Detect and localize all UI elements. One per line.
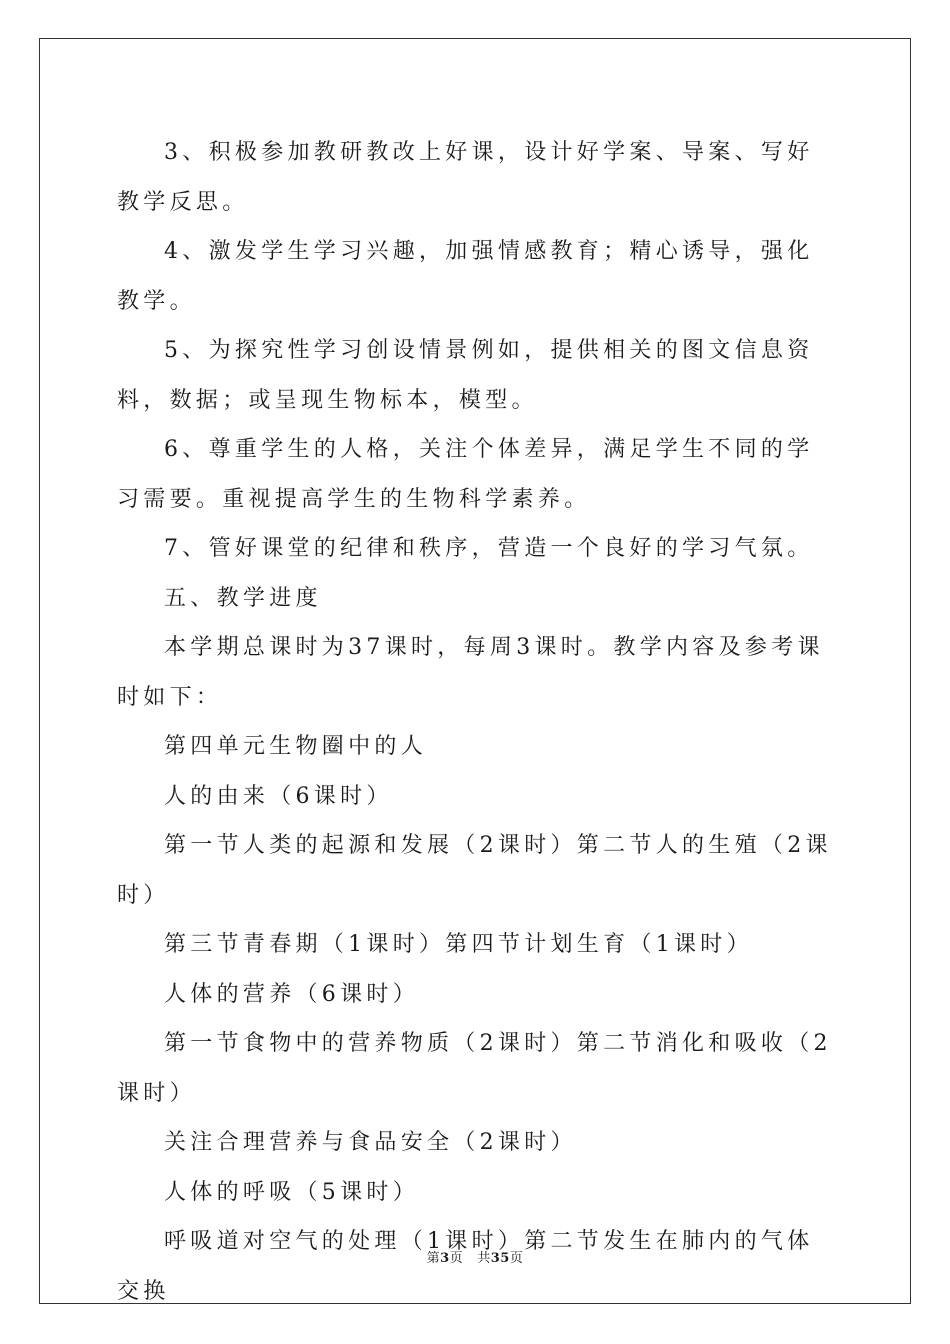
section-line: 呼吸道对空气的处理（1课时）第二节发生在肺内的气体交换 (117, 1229, 814, 1304)
section-line: 第一节人类的起源和发展（2课时）第二节人的生殖（2课时） (117, 833, 832, 908)
chapter-title: 人体的营养（6课时） (164, 981, 419, 1007)
page-prefix: 第 (426, 1251, 441, 1266)
paragraph-item-4: 4、激发学生学习兴趣，加强情感教育；精心诱导，强化教学。 (117, 239, 814, 314)
section-line: 第三节青春期（1课时）第四节计划生育（1课时） (164, 932, 753, 957)
document-body (117, 128, 835, 1316)
section-heading: 五、教学进度 (164, 585, 322, 611)
page-number: 3 (440, 1251, 450, 1266)
chapter-title: 人体的呼吸（5课时） (164, 1179, 419, 1205)
page-suffix: 页 (449, 1251, 464, 1266)
section-line: 关注合理营养与食品安全（2课时） (164, 1130, 577, 1155)
paragraph-item-6: 6、尊重学生的人格，关注个体差异，满足学生不同的学习需要。重视提高学生的生物科学素养。 (117, 437, 814, 512)
section-line: 第一节食物中的营养物质（2课时）第二节消化和吸收（2课时） (117, 1031, 832, 1106)
total-suffix: 页 (509, 1251, 524, 1266)
paragraph-item-3: 3、积极参加教研教改上好课，设计好学案、导案、写好教学反思。 (117, 140, 814, 215)
paragraph-item-5: 5、为探究性学习创设情景例如，提供相关的图文信息资料，数据；或呈现生物标本，模型。 (117, 338, 814, 413)
total-pages: 35 (490, 1251, 510, 1266)
page-footer (0, 1247, 950, 1266)
chapter-title: 人的由来（6课时） (164, 783, 393, 809)
paragraph-item-7: 7、管好课堂的纪律和秩序，营造一个良好的学习气氛。 (164, 536, 814, 561)
schedule-summary: 本学期总课时为37课时，每周3课时。教学内容及参考课时如下： (117, 635, 824, 710)
total-prefix: 共 (477, 1251, 491, 1266)
unit-title: 第四单元生物圈中的人 (164, 734, 428, 759)
